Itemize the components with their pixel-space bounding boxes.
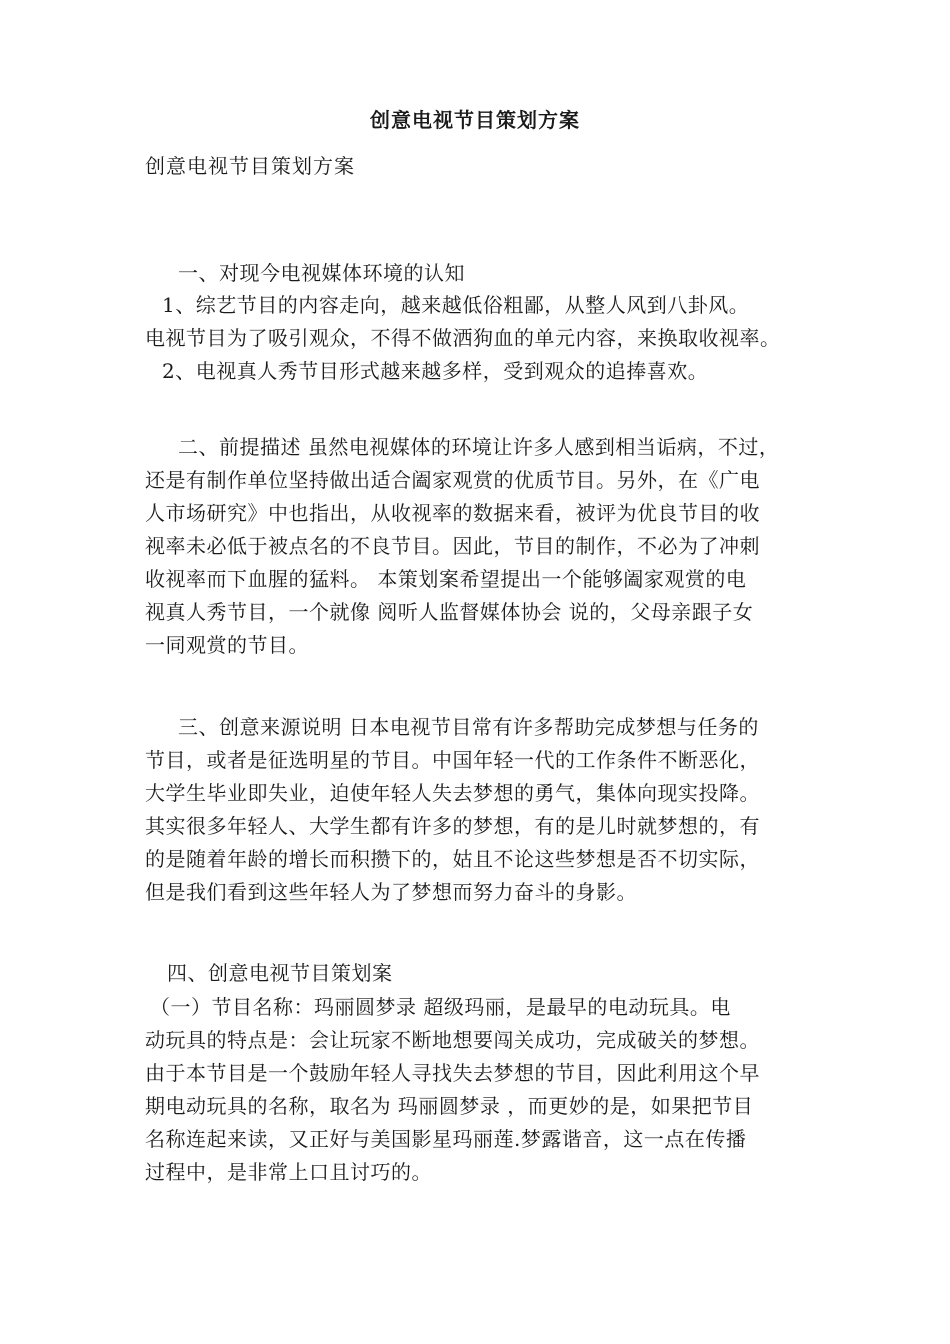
document-subtitle: 创意电视节目策划方案 bbox=[145, 154, 355, 178]
section-4-heading: 四、创意电视节目策划案 bbox=[167, 961, 393, 985]
paragraph-line: 还是有制作单位坚持做出适合阖家观赏的优质节目。另外，在《广电 bbox=[145, 468, 760, 492]
paragraph-line: 视真人秀节目，一个就像 阅听人监督媒体协会 说的，父母亲跟子女 bbox=[145, 600, 754, 624]
paragraph-line: 但是我们看到这些年轻人为了梦想而努力奋斗的身影。 bbox=[145, 880, 637, 904]
paragraph-line: 收视率而下血腥的猛料。 本策划案希望提出一个能够阖家观赏的电 bbox=[145, 567, 747, 591]
paragraph-line: 名称连起来读，又正好与美国影星玛丽莲.梦露谐音，这一点在传播 bbox=[145, 1127, 747, 1151]
paragraph-line: 大学生毕业即失业，迫使年轻人失去梦想的勇气，集体向现实投降。 bbox=[145, 781, 760, 805]
paragraph-line: 期电动玩具的名称，取名为 玛丽圆梦录 ，而更妙的是，如果把节目 bbox=[145, 1094, 754, 1118]
paragraph-line: 电视节目为了吸引观众，不得不做洒狗血的单元内容，来换取收视率。 bbox=[145, 326, 781, 350]
paragraph-line: 视率未必低于被点名的不良节目。因此，节目的制作，不必为了冲刺 bbox=[145, 534, 760, 558]
paragraph-line: 2、电视真人秀节目形式越来越多样，受到观众的追捧喜欢。 bbox=[162, 359, 709, 383]
paragraph-line: 其实很多年轻人、大学生都有许多的梦想，有的是儿时就梦想的，有 bbox=[145, 814, 760, 838]
paragraph-line: 节目，或者是征选明星的节目。中国年轻一代的工作条件不断恶化， bbox=[145, 748, 760, 772]
section-1-heading: 一、对现今电视媒体环境的认知 bbox=[178, 261, 465, 285]
paragraph-line: 1、综艺节目的内容走向，越来越低俗粗鄙，从整人风到八卦风。 bbox=[162, 293, 750, 317]
paragraph-line: 人市场研究》中也指出，从收视率的数据来看，被评为优良节目的收 bbox=[145, 501, 760, 525]
paragraph-line: 动玩具的特点是：会让玩家不断地想要闯关成功，完成破关的梦想。 bbox=[145, 1028, 760, 1052]
section-2-heading-line: 二、前提描述 虽然电视媒体的环境让许多人感到相当诟病，不过， bbox=[178, 435, 780, 459]
paragraph-line: 过程中，是非常上口且讨巧的。 bbox=[145, 1160, 432, 1184]
paragraph-line: 的是随着年龄的增长而积攒下的，姑且不论这些梦想是否不切实际， bbox=[145, 847, 760, 871]
paragraph-line: 由于本节目是一个鼓励年轻人寻找失去梦想的节目，因此利用这个早 bbox=[145, 1061, 760, 1085]
document-title: 创意电视节目策划方案 bbox=[370, 108, 580, 132]
paragraph-line: 一同观赏的节目。 bbox=[145, 633, 309, 657]
section-3-heading-line: 三、创意来源说明 日本电视节目常有许多帮助完成梦想与任务的 bbox=[178, 715, 759, 739]
paragraph-line: （一）节目名称：玛丽圆梦录 超级玛丽，是最早的电动玩具。电 bbox=[150, 995, 731, 1019]
